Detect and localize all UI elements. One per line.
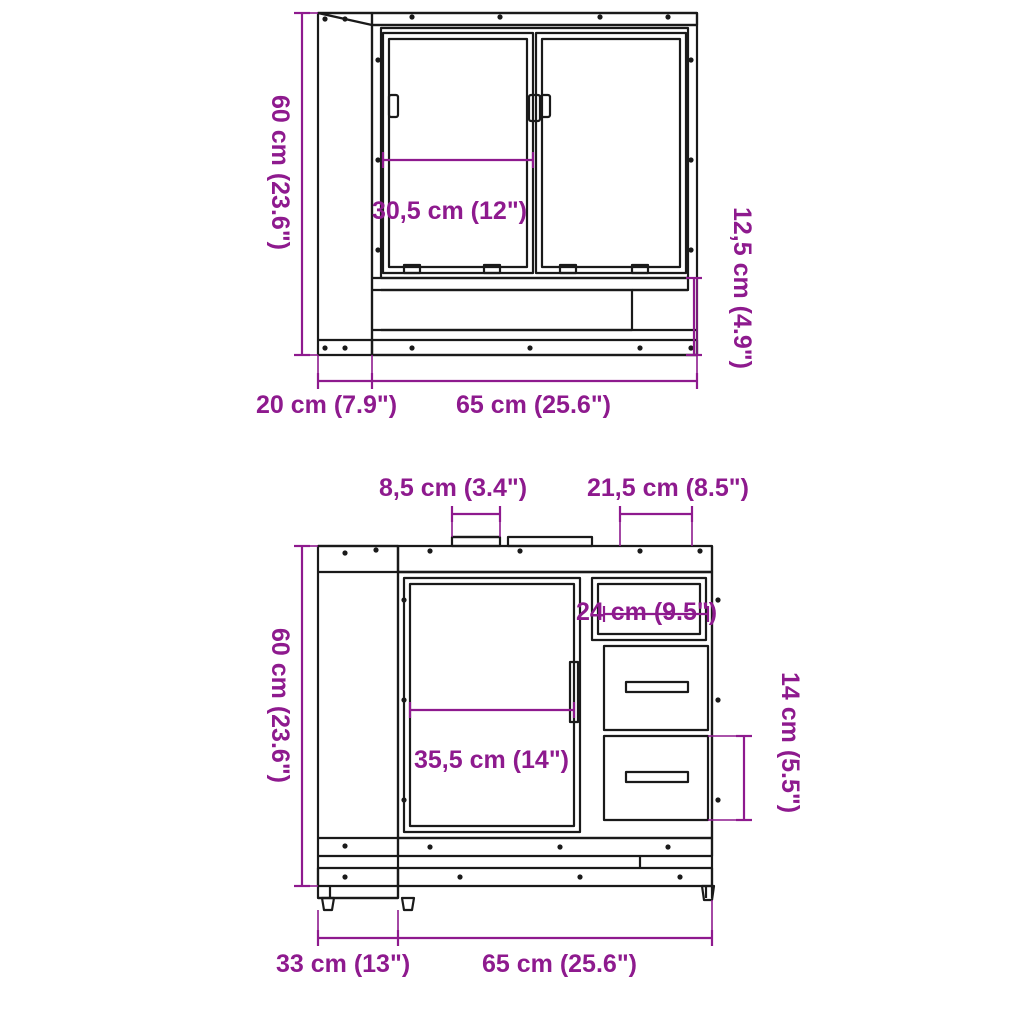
- base-cabinet-top-left-gap-label: 8,5 cm (3.4"): [379, 474, 528, 502]
- base-cabinet-top-right-gap-label: 21,5 cm (8.5"): [587, 474, 749, 502]
- base-cabinet-drawer-height-label: 14 cm (5.5"): [776, 672, 804, 814]
- wall-cabinet-width-label: 65 cm (25.6"): [456, 391, 611, 419]
- wall-cabinet-shelf-height-label: 12,5 cm (4.9"): [728, 207, 756, 369]
- base-cabinet-depth-label: 33 cm (13"): [276, 950, 411, 978]
- sink-base-cabinet-drawing: [318, 537, 721, 910]
- wall-cabinet-height-label: 60 cm (23.6"): [266, 95, 294, 250]
- base-cabinet-width-label: 65 cm (25.6"): [482, 950, 637, 978]
- wall-cabinet-drawing: [318, 13, 697, 355]
- base-cabinet-drawer-width-label: 24 cm (9.5"): [576, 598, 718, 626]
- base-cabinet-door-width-label: 35,5 cm (14"): [414, 746, 569, 774]
- base-cabinet-height-label: 60 cm (23.6"): [266, 628, 294, 783]
- wall-cabinet-door-width-label: 30,5 cm (12"): [372, 197, 527, 225]
- wall-cabinet-depth-label: 20 cm (7.9"): [256, 391, 398, 419]
